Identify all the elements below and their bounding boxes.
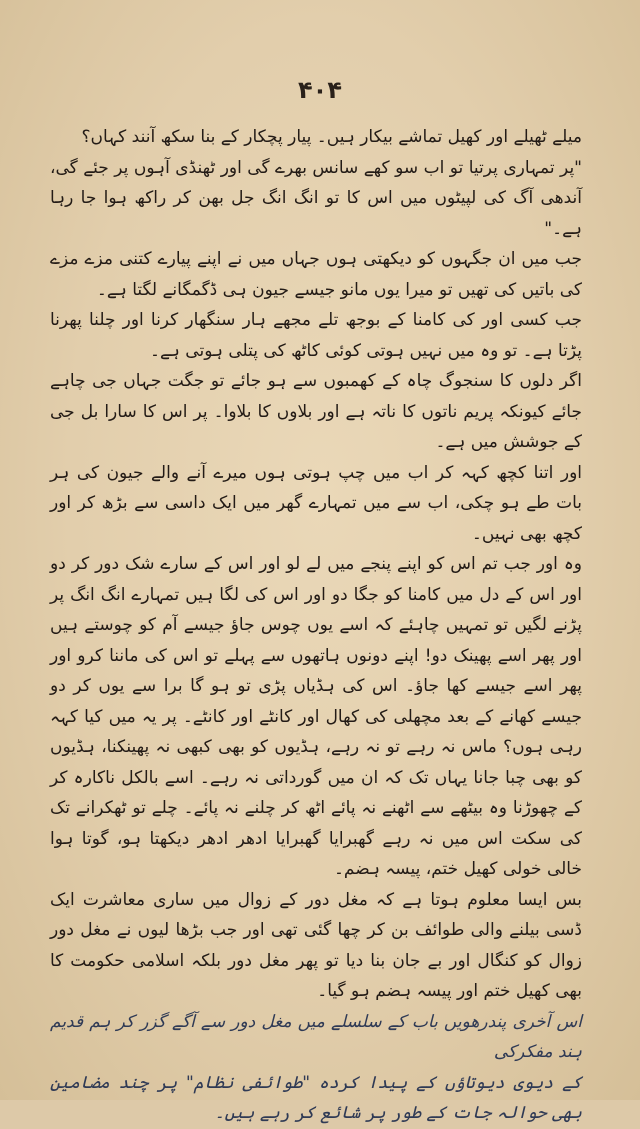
- paragraph-4: جب کسی اور کی کامنا کے بوجھ تلے مجھے ہار سنگھار کرنا اور چلنا پھرنا پڑتا ہے۔ تو وہ میں نہیں ہوتی کوئی کاٹھ کی پتلی ہوتی ہے۔: [50, 310, 582, 361]
- paragraph-6: اور اتنا کچھ کہہ کر اب میں چپ ہوتی ہوں میرے آنے والے جیون کی ہر بات طے ہو چکی، اب سے میں تمہارے گھر میں ایک داسی سے بڑھ کر اور کچھ بھی نہیں۔: [50, 462, 582, 544]
- paragraph-2: "پر تمہاری پرتیا تو اب سو کھے سانس بھرے گی اور ٹھنڈی آہوں پر جئے گی، آندھی آگ کی لپیٹوں میں اس کا تو انگ انگ جل بھن کر راکھ ہوا جا رہا ہے۔": [50, 157, 582, 239]
- paragraph-3: جب میں ان جگہوں کو دیکھتی ہوں جہاں میں نے اپنے پیارے کتنی مزے مزے کی باتیں کی تھیں تو میرا یوں مانو جیسے جیون ہی ڈگمگانے لگتا ہے۔: [50, 249, 582, 300]
- paragraph-1: میلے ٹھیلے اور کھیل تماشے بیکار ہیں۔ پیار پچکار کے بنا سکھ آنند کہاں؟: [81, 127, 582, 147]
- paragraph-5: اگر دلوں کا سنجوگ چاہ کے کھمبوں سے ہو جائے تو جگت جہاں جی چاہے جائے کیونکہ پریم ناتوں کا ناتہ ہے اور بلاوں کا بلاوا۔ پر اس کا سارا بل جی کے جوشش میں ہے۔: [50, 371, 582, 452]
- paragraph-7: وہ اور جب تم اس کو اپنے پنجے میں لے لو اور اس کے سارے شک دور کر دو اور اس کے دل میں کامنا کو جگا دو اور اس کی لگا ہیں تمہارے انگ انگ پر پڑنے لگیں تو تمہیں چاہئے کہ اسے یوں چوس جاؤ جیسے آم کو چوستے ہیں اور پھر اسے پھینک دو! اپنے دونوں ہاتھوں سے پہلے تو اس کی ماننا کرو اور پھر اسے جیسے کھا جاؤ۔ اس کی ہڈیاں پڑی تو ہو گا برا سے یوں کر دو جیسے کھانے کے بعد مچھلی کی کھال اور کانٹے اور کانٹے۔ پر یہ میں کیا کہہ رہی ہوں؟ ماس نہ رہے تو نہ رہے، ہڈیوں کو بھی کبھی نہ پھینکنا، ہڈیوں کو بھی چبا جانا یہاں تک کہ ان میں گورداتی نہ رہے۔ اسے بالکل ناکارہ کر کے چھوڑنا وہ بیٹھے سے اٹھنے نہ پائے اٹھ کر چلنے نہ پائے۔ چلے تو ٹھکرانے تک کی سکت اس میں نہ رہے گھبرایا گھبرایا ادھر ادھر دیکھتا ہو، گوتا ہوا خالی خولی کھیل ختم، پیسہ ہضم۔: [50, 554, 582, 879]
- paragraph-8: بس ایسا معلوم ہوتا ہے کہ مغل دور کے زوال میں ساری معاشرت ایک ڈسی بیلنے والی طوائف بن کر چھا گئی تھی اور جب بڑھا لیوں نے مغل دور زوال کو کنگال اور بے جان بنا دیا تو پھر مغل دور بلکہ اسلامی حکومت کا بھی کھیل ختم اور پیسہ ہضم ہو گیا۔: [50, 889, 582, 1001]
- paragraph-10: کے دیوی دیوتاؤں کے پیدا کردہ "طوائفی نظام" پر چند مضامین بھی حوالہ جات کے طور پر شائع کر رہے ہیں۔: [50, 1072, 582, 1123]
- page-number: ۴۰۴: [298, 76, 342, 104]
- paragraph-9: اس آخری پندرھویں باب کے سلسلے میں مغل دور سے آگے گزر کر ہم قدیم ہند مفکرکی: [50, 1011, 582, 1062]
- page-body: [50, 122, 582, 1129]
